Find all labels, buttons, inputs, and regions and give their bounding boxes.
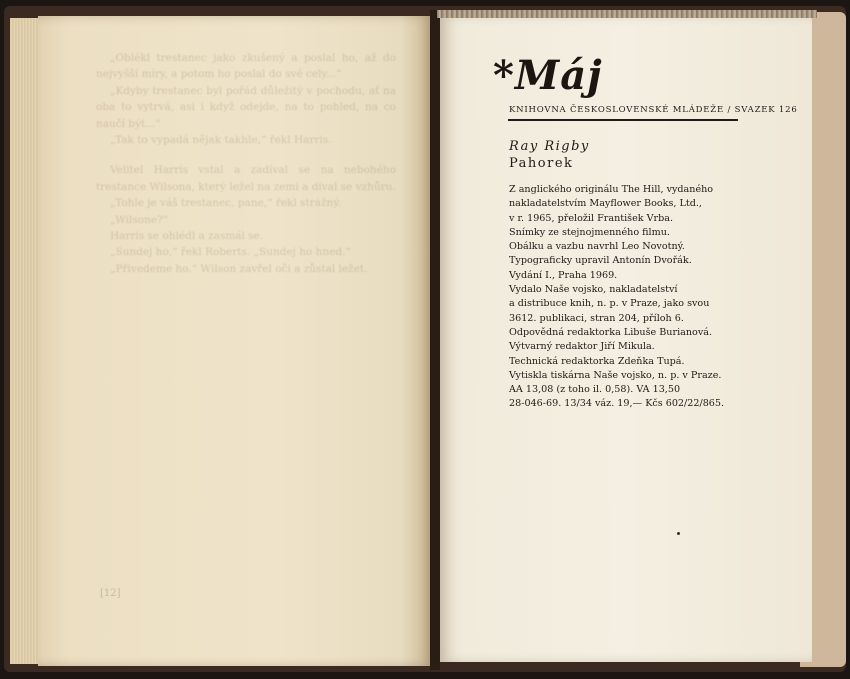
series-line: KNIHOVNA ČESKOSLOVENSKÉ MLÁDEŽE / SVAZEK 126: [509, 105, 798, 115]
imprint-line: 3612. publikaci, stran 204, příloh 6.: [509, 312, 684, 324]
bleed-paragraph: „Přivedeme ho.“ Wilson zavřel oči a zůstal ležet.: [110, 262, 368, 275]
imprint-line: nakladatelstvím Mayflower Books, Ltd.,: [509, 198, 702, 210]
imprint-line: Odpovědná redaktorka Libuše Burianová.: [509, 326, 713, 338]
imprint-line: Z anglického originálu The Hill, vydaného: [509, 184, 714, 195]
imprint-line: Snímky ze stejnojmenného filmu.: [509, 226, 670, 238]
imprint-block: [509, 183, 749, 412]
book-spine: [430, 10, 440, 670]
imprint-line: AA 13,08 (z toho il. 0,58). VA 13,50: [509, 384, 681, 396]
book-title: Pahorek: [509, 156, 574, 171]
imprint-line: 28-046-69. 13/34 váz. 19,— Kčs 602/22/865.: [509, 398, 725, 410]
imprint-line: Vydalo Naše vojsko, nakladatelství: [509, 284, 678, 296]
imprint-line: Vytiskla tiskárna Naše vojsko, n. p. v Praze.: [509, 369, 722, 381]
bleed-paragraph: „Wilsone?“: [110, 213, 169, 226]
logo-star: *: [493, 52, 515, 99]
bleed-paragraph: Velitel Harris vstal a zadíval se na nebohého trestance Wilsona, který ležel na zemi a díval se vzhůru.: [96, 164, 396, 193]
left-page-bleed-text: [96, 50, 396, 277]
bleed-paragraph: „Tak to vypadá nějak takhle,“ řekl Harris.: [110, 134, 332, 147]
author-name: Ray Rigby: [509, 139, 590, 154]
bleed-paragraph: „Tohle je váš trestanec, pane,“ řekl strážný.: [110, 197, 342, 210]
bleed-paragraph: „Oblékl trestanec jako zkušený a poslal ho, až do nejvyšší míry, a potom ho poslal do své cely...“: [96, 52, 396, 81]
paper-speck: [677, 532, 680, 535]
imprint-line: Výtvarný redaktor Jiří Mikula.: [509, 341, 655, 353]
page-edges-top: [437, 10, 817, 18]
bleed-paragraph: Harris se ohlédl a zasmál se.: [110, 230, 264, 243]
imprint-line: Typograficky upravil Antonín Dvořák.: [509, 255, 692, 267]
imprint-line: Obálku a vazbu navrhl Leo Novotný.: [509, 241, 685, 253]
imprint-line: v r. 1965, přeložil František Vrba.: [509, 212, 674, 224]
imprint-line: Vydání I., Praha 1969.: [509, 269, 618, 281]
series-rule: [508, 119, 738, 121]
bleed-paragraph: „Sundej ho,“ řekl Roberts. „Sundej ho hned.“: [110, 246, 351, 259]
logo-text: Máj: [514, 52, 603, 99]
imprint-line: Technická redaktorka Zdeňka Tupá.: [509, 355, 685, 367]
bleed-page-number: [12]: [100, 588, 121, 599]
left-page-edges: [10, 18, 40, 664]
imprint-line: a distribuce knih, n. p. v Praze, jako svou: [509, 298, 710, 310]
maj-logo: [493, 52, 603, 99]
bleed-paragraph: „Kdyby trestanec byl pořád důležitý v pochodu, ať na oba to vytrvá, asi i když odejde, na to pohled, na co naučí být...“: [96, 84, 396, 130]
